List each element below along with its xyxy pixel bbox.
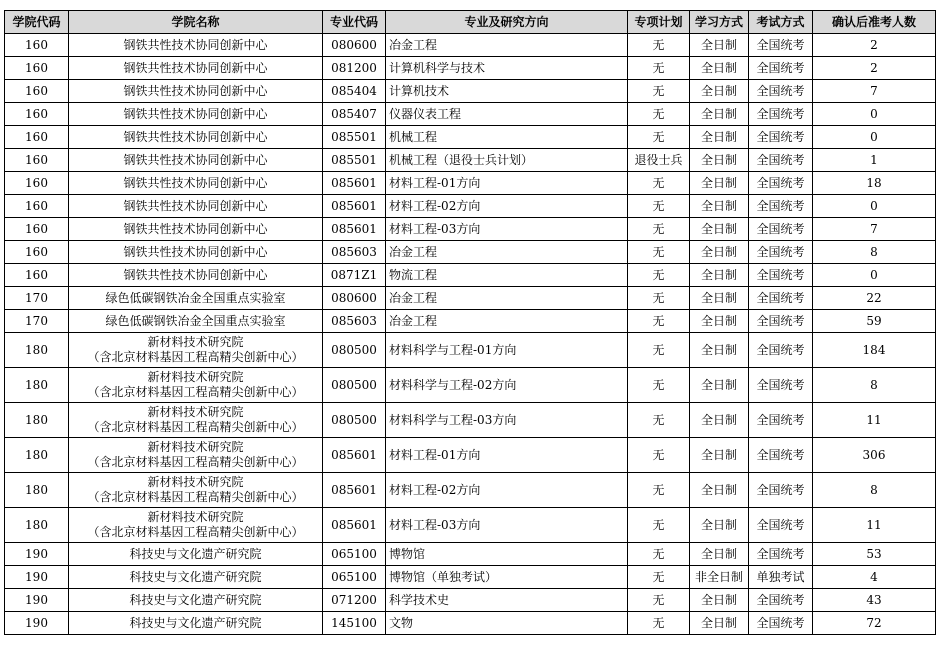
cell-college-name: [69, 543, 323, 566]
cell-major-direction: 物流工程: [386, 264, 628, 287]
cell-college-code: 160: [5, 103, 69, 126]
cell-college-name: [69, 473, 323, 508]
cell-study-mode: 全日制: [690, 543, 749, 566]
cell-special-plan: 无: [628, 103, 690, 126]
cell-major-code: 071200: [323, 589, 386, 612]
table-row: [5, 241, 936, 264]
cell-special-plan: 无: [628, 172, 690, 195]
cell-college-name: [69, 264, 323, 287]
cell-exam-mode: 全国统考: [749, 287, 813, 310]
cell-major-direction: 文物: [386, 612, 628, 635]
cell-exam-mode: 全国统考: [749, 80, 813, 103]
cell-special-plan: 无: [628, 368, 690, 403]
header-exam-mode: 考试方式: [749, 11, 813, 34]
cell-major-code: 085601: [323, 438, 386, 473]
cell-exam-mode: 全国统考: [749, 195, 813, 218]
cell-major-code: 085407: [323, 103, 386, 126]
table-row: [5, 333, 936, 368]
cell-major-code: 080500: [323, 333, 386, 368]
cell-confirmed-count: 2: [813, 57, 936, 80]
cell-college-name: [69, 368, 323, 403]
cell-college-name: [69, 566, 323, 589]
cell-major-direction: 科学技术史: [386, 589, 628, 612]
college-name-line: 钢铁共性技术协同创新中心: [123, 130, 268, 144]
cell-study-mode: 全日制: [690, 508, 749, 543]
cell-special-plan: 无: [628, 543, 690, 566]
cell-special-plan: 无: [628, 473, 690, 508]
cell-major-code: 080500: [323, 368, 386, 403]
table-row: [5, 195, 936, 218]
cell-exam-mode: 全国统考: [749, 508, 813, 543]
cell-study-mode: 全日制: [690, 612, 749, 635]
college-name-line: 科技史与文化遗产研究院: [129, 616, 262, 630]
cell-college-code: 180: [5, 473, 69, 508]
cell-exam-mode: 单独考试: [749, 566, 813, 589]
college-name-line: 新材料技术研究院: [147, 335, 244, 349]
college-name-line: 科技史与文化遗产研究院: [129, 547, 262, 561]
cell-major-direction: 冶金工程: [386, 287, 628, 310]
cell-exam-mode: 全国统考: [749, 34, 813, 57]
cell-study-mode: 全日制: [690, 310, 749, 333]
table-row: [5, 508, 936, 543]
cell-study-mode: 全日制: [690, 149, 749, 172]
table-row: [5, 368, 936, 403]
cell-study-mode: 全日制: [690, 126, 749, 149]
cell-college-code: 180: [5, 438, 69, 473]
header-major-code: 专业代码: [323, 11, 386, 34]
cell-major-direction: 冶金工程: [386, 241, 628, 264]
cell-confirmed-count: 22: [813, 287, 936, 310]
cell-study-mode: 全日制: [690, 403, 749, 438]
cell-major-direction: 材料工程-01方向: [386, 438, 628, 473]
cell-confirmed-count: 18: [813, 172, 936, 195]
cell-study-mode: 全日制: [690, 195, 749, 218]
cell-college-name: [69, 508, 323, 543]
cell-special-plan: 无: [628, 287, 690, 310]
college-name-line: 新材料技术研究院: [147, 510, 244, 524]
table-row: [5, 473, 936, 508]
college-name-line: （含北京材料基因工程高精尖创新中心）: [87, 455, 304, 469]
cell-confirmed-count: 0: [813, 264, 936, 287]
cell-college-name: [69, 103, 323, 126]
cell-special-plan: 无: [628, 333, 690, 368]
cell-special-plan: 无: [628, 264, 690, 287]
cell-exam-mode: 全国统考: [749, 368, 813, 403]
cell-major-code: 145100: [323, 612, 386, 635]
cell-confirmed-count: 306: [813, 438, 936, 473]
cell-college-code: 190: [5, 589, 69, 612]
cell-major-direction: 材料工程-03方向: [386, 218, 628, 241]
cell-confirmed-count: 11: [813, 508, 936, 543]
table-row: [5, 589, 936, 612]
cell-college-name: [69, 126, 323, 149]
header-special-plan: 专项计划: [628, 11, 690, 34]
college-name-line: 钢铁共性技术协同创新中心: [123, 268, 268, 282]
table-row: [5, 612, 936, 635]
cell-college-name: [69, 34, 323, 57]
cell-major-code: 085601: [323, 218, 386, 241]
cell-college-name: [69, 241, 323, 264]
cell-major-code: 085603: [323, 241, 386, 264]
cell-major-code: 080600: [323, 287, 386, 310]
cell-confirmed-count: 8: [813, 473, 936, 508]
cell-major-direction: 机械工程: [386, 126, 628, 149]
cell-college-code: 160: [5, 80, 69, 103]
cell-study-mode: 全日制: [690, 438, 749, 473]
cell-special-plan: 无: [628, 438, 690, 473]
cell-special-plan: 无: [628, 310, 690, 333]
cell-study-mode: 全日制: [690, 57, 749, 80]
cell-special-plan: 无: [628, 34, 690, 57]
admission-table: [4, 10, 936, 635]
college-name-line: 新材料技术研究院: [147, 405, 244, 419]
cell-college-code: 160: [5, 126, 69, 149]
cell-confirmed-count: 8: [813, 368, 936, 403]
cell-study-mode: 全日制: [690, 333, 749, 368]
cell-confirmed-count: 11: [813, 403, 936, 438]
cell-study-mode: 全日制: [690, 241, 749, 264]
college-name-line: （含北京材料基因工程高精尖创新中心）: [87, 420, 304, 434]
cell-major-direction: 材料科学与工程-03方向: [386, 403, 628, 438]
cell-college-code: 180: [5, 333, 69, 368]
cell-confirmed-count: 7: [813, 80, 936, 103]
table-row: [5, 543, 936, 566]
cell-college-code: 160: [5, 264, 69, 287]
cell-exam-mode: 全国统考: [749, 57, 813, 80]
cell-college-code: 160: [5, 149, 69, 172]
cell-college-name: [69, 57, 323, 80]
cell-study-mode: 全日制: [690, 264, 749, 287]
college-name-line: 绿色低碳钢铁冶金全国重点实验室: [105, 291, 286, 305]
cell-major-code: 085601: [323, 508, 386, 543]
cell-college-code: 160: [5, 57, 69, 80]
cell-study-mode: 全日制: [690, 368, 749, 403]
cell-special-plan: 无: [628, 589, 690, 612]
college-name-line: 科技史与文化遗产研究院: [129, 570, 262, 584]
cell-major-direction: 材料工程-02方向: [386, 473, 628, 508]
header-study-mode: 学习方式: [690, 11, 749, 34]
college-name-line: 新材料技术研究院: [147, 440, 244, 454]
cell-special-plan: 无: [628, 612, 690, 635]
cell-major-code: 081200: [323, 57, 386, 80]
cell-special-plan: 无: [628, 195, 690, 218]
cell-special-plan: 无: [628, 57, 690, 80]
college-name-line: 钢铁共性技术协同创新中心: [123, 176, 268, 190]
cell-college-name: [69, 612, 323, 635]
college-name-line: 绿色低碳钢铁冶金全国重点实验室: [105, 314, 286, 328]
cell-college-name: [69, 310, 323, 333]
cell-major-code: 085601: [323, 473, 386, 508]
cell-college-code: 190: [5, 543, 69, 566]
cell-special-plan: 退役士兵: [628, 149, 690, 172]
cell-college-code: 170: [5, 310, 69, 333]
cell-college-name: [69, 589, 323, 612]
cell-special-plan: 无: [628, 80, 690, 103]
cell-major-direction: 材料工程-03方向: [386, 508, 628, 543]
table-row: [5, 218, 936, 241]
table-row: [5, 172, 936, 195]
cell-exam-mode: 全国统考: [749, 589, 813, 612]
cell-exam-mode: 全国统考: [749, 218, 813, 241]
cell-confirmed-count: 8: [813, 241, 936, 264]
cell-exam-mode: 全国统考: [749, 403, 813, 438]
header-college-name: 学院名称: [69, 11, 323, 34]
cell-exam-mode: 全国统考: [749, 333, 813, 368]
cell-major-direction: 博物馆: [386, 543, 628, 566]
cell-college-code: 160: [5, 241, 69, 264]
cell-special-plan: 无: [628, 566, 690, 589]
cell-college-name: [69, 438, 323, 473]
table-row: [5, 126, 936, 149]
cell-major-code: 080600: [323, 34, 386, 57]
table-row: [5, 57, 936, 80]
college-name-line: （含北京材料基因工程高精尖创新中心）: [87, 525, 304, 539]
admission-table-container: [4, 10, 936, 635]
cell-college-name: [69, 333, 323, 368]
cell-college-name: [69, 403, 323, 438]
cell-college-name: [69, 172, 323, 195]
cell-college-name: [69, 287, 323, 310]
college-name-line: 钢铁共性技术协同创新中心: [123, 153, 268, 167]
cell-major-code: 085404: [323, 80, 386, 103]
cell-exam-mode: 全国统考: [749, 126, 813, 149]
cell-major-code: 065100: [323, 543, 386, 566]
table-row: [5, 403, 936, 438]
college-name-line: 钢铁共性技术协同创新中心: [123, 199, 268, 213]
college-name-line: 新材料技术研究院: [147, 370, 244, 384]
cell-study-mode: 全日制: [690, 473, 749, 508]
cell-major-direction: 材料科学与工程-01方向: [386, 333, 628, 368]
cell-major-code: 085501: [323, 149, 386, 172]
cell-confirmed-count: 0: [813, 103, 936, 126]
college-name-line: 钢铁共性技术协同创新中心: [123, 222, 268, 236]
cell-confirmed-count: 7: [813, 218, 936, 241]
cell-college-code: 190: [5, 566, 69, 589]
cell-major-code: 080500: [323, 403, 386, 438]
college-name-line: （含北京材料基因工程高精尖创新中心）: [87, 350, 304, 364]
cell-study-mode: 非全日制: [690, 566, 749, 589]
cell-special-plan: 无: [628, 218, 690, 241]
cell-major-code: 085601: [323, 172, 386, 195]
cell-confirmed-count: 1: [813, 149, 936, 172]
college-name-line: 钢铁共性技术协同创新中心: [123, 84, 268, 98]
cell-major-code: 085601: [323, 195, 386, 218]
cell-college-code: 160: [5, 195, 69, 218]
cell-study-mode: 全日制: [690, 589, 749, 612]
cell-special-plan: 无: [628, 126, 690, 149]
table-row: [5, 149, 936, 172]
table-row: [5, 103, 936, 126]
cell-confirmed-count: 43: [813, 589, 936, 612]
cell-confirmed-count: 184: [813, 333, 936, 368]
cell-confirmed-count: 2: [813, 34, 936, 57]
cell-exam-mode: 全国统考: [749, 310, 813, 333]
cell-confirmed-count: 59: [813, 310, 936, 333]
college-name-line: （含北京材料基因工程高精尖创新中心）: [87, 490, 304, 504]
cell-college-name: [69, 195, 323, 218]
cell-major-direction: 机械工程（退役士兵计划）: [386, 149, 628, 172]
cell-college-code: 180: [5, 403, 69, 438]
college-name-line: 钢铁共性技术协同创新中心: [123, 61, 268, 75]
cell-study-mode: 全日制: [690, 218, 749, 241]
table-row: [5, 310, 936, 333]
cell-exam-mode: 全国统考: [749, 241, 813, 264]
cell-major-direction: 冶金工程: [386, 310, 628, 333]
college-name-line: 科技史与文化遗产研究院: [129, 593, 262, 607]
cell-college-code: 160: [5, 172, 69, 195]
cell-college-name: [69, 218, 323, 241]
cell-confirmed-count: 4: [813, 566, 936, 589]
cell-college-name: [69, 80, 323, 103]
header-major-direction: 专业及研究方向: [386, 11, 628, 34]
cell-study-mode: 全日制: [690, 172, 749, 195]
cell-major-code: 065100: [323, 566, 386, 589]
cell-major-direction: 计算机技术: [386, 80, 628, 103]
cell-major-direction: 材料工程-02方向: [386, 195, 628, 218]
cell-major-direction: 仪器仪表工程: [386, 103, 628, 126]
cell-confirmed-count: 0: [813, 195, 936, 218]
cell-exam-mode: 全国统考: [749, 473, 813, 508]
cell-special-plan: 无: [628, 508, 690, 543]
college-name-line: （含北京材料基因工程高精尖创新中心）: [87, 385, 304, 399]
cell-confirmed-count: 0: [813, 126, 936, 149]
cell-major-code: 0871Z1: [323, 264, 386, 287]
cell-special-plan: 无: [628, 403, 690, 438]
table-row: [5, 264, 936, 287]
cell-study-mode: 全日制: [690, 80, 749, 103]
cell-exam-mode: 全国统考: [749, 103, 813, 126]
cell-college-code: 160: [5, 218, 69, 241]
cell-major-direction: 材料工程-01方向: [386, 172, 628, 195]
cell-special-plan: 无: [628, 241, 690, 264]
college-name-line: 钢铁共性技术协同创新中心: [123, 107, 268, 121]
table-row: [5, 438, 936, 473]
header-row: [5, 11, 936, 34]
cell-exam-mode: 全国统考: [749, 149, 813, 172]
cell-confirmed-count: 53: [813, 543, 936, 566]
cell-major-code: 085603: [323, 310, 386, 333]
cell-major-code: 085501: [323, 126, 386, 149]
table-row: [5, 287, 936, 310]
cell-study-mode: 全日制: [690, 34, 749, 57]
college-name-line: 钢铁共性技术协同创新中心: [123, 38, 268, 52]
college-name-line: 钢铁共性技术协同创新中心: [123, 245, 268, 259]
cell-major-direction: 材料科学与工程-02方向: [386, 368, 628, 403]
cell-study-mode: 全日制: [690, 287, 749, 310]
header-college-code: 学院代码: [5, 11, 69, 34]
cell-major-direction: 博物馆（单独考试）: [386, 566, 628, 589]
table-row: [5, 566, 936, 589]
cell-exam-mode: 全国统考: [749, 264, 813, 287]
cell-college-code: 190: [5, 612, 69, 635]
college-name-line: 新材料技术研究院: [147, 475, 244, 489]
cell-exam-mode: 全国统考: [749, 172, 813, 195]
cell-study-mode: 全日制: [690, 103, 749, 126]
cell-exam-mode: 全国统考: [749, 612, 813, 635]
header-confirmed-count: 确认后准考人数: [813, 11, 936, 34]
cell-college-code: 160: [5, 34, 69, 57]
table-row: [5, 34, 936, 57]
cell-major-direction: 冶金工程: [386, 34, 628, 57]
cell-college-code: 180: [5, 508, 69, 543]
table-row: [5, 80, 936, 103]
cell-college-code: 170: [5, 287, 69, 310]
cell-college-code: 180: [5, 368, 69, 403]
cell-exam-mode: 全国统考: [749, 438, 813, 473]
cell-college-name: [69, 149, 323, 172]
cell-major-direction: 计算机科学与技术: [386, 57, 628, 80]
cell-exam-mode: 全国统考: [749, 543, 813, 566]
cell-confirmed-count: 72: [813, 612, 936, 635]
